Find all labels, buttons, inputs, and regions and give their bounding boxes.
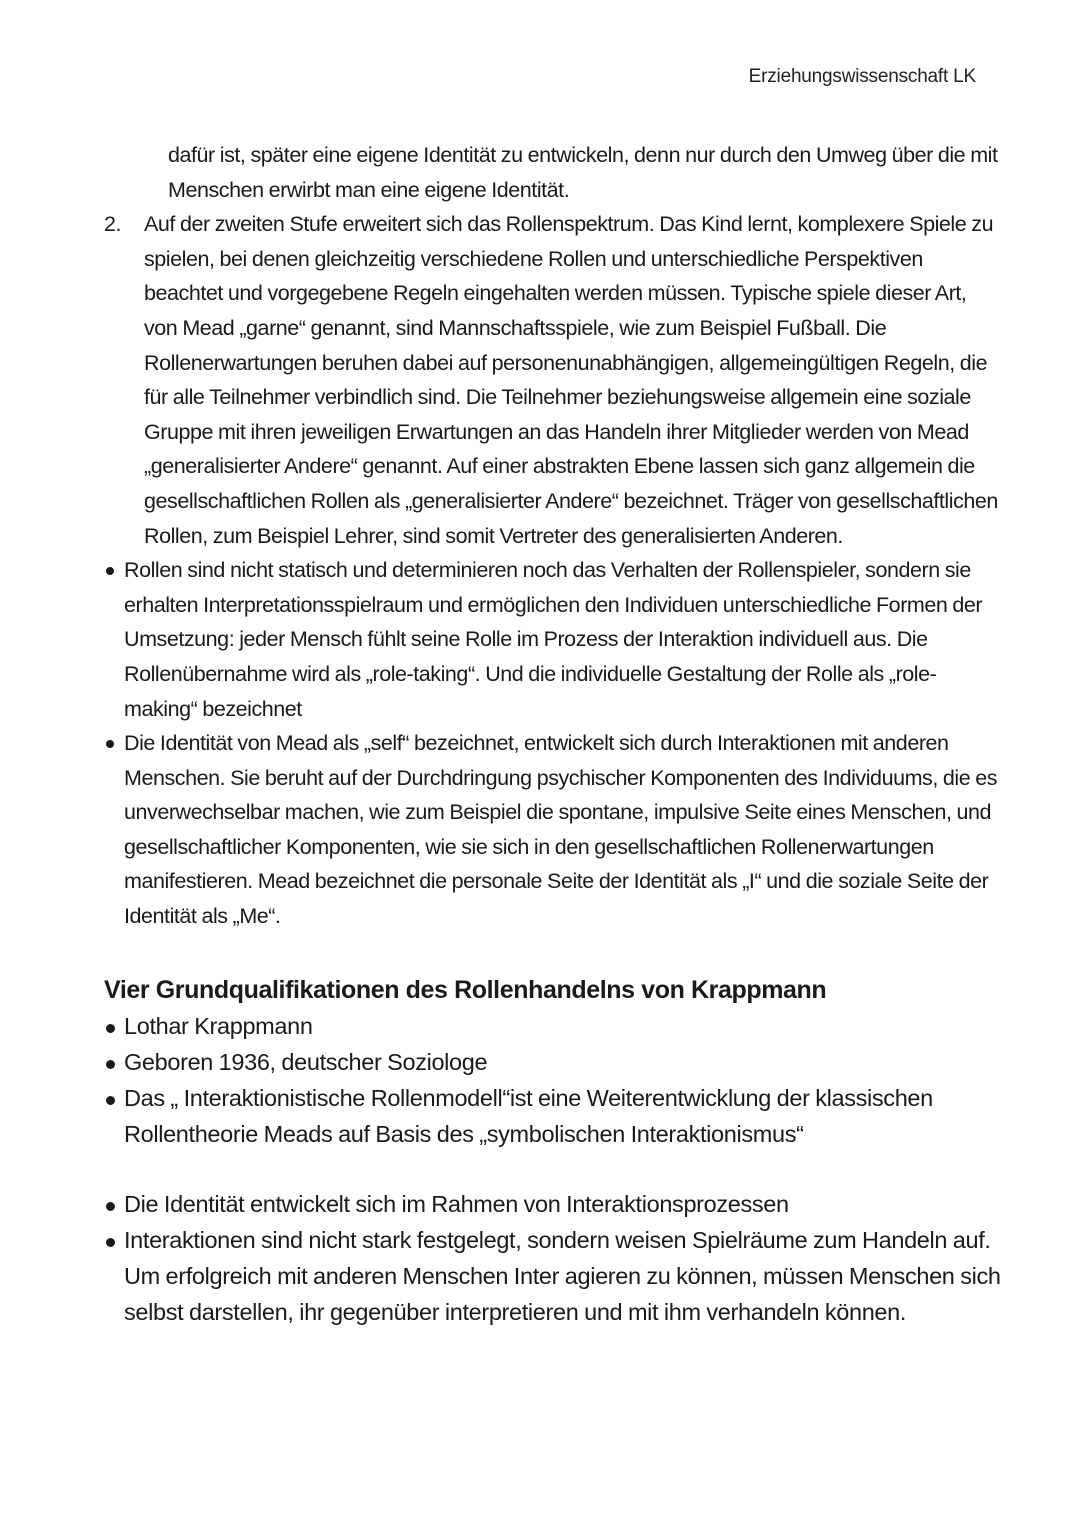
section-heading: Vier Grundqualifikationen des Rollenhandelns von Krappmann bbox=[104, 975, 827, 1004]
continuation-paragraph: dafür ist, später eine eigene Identität zu entwickeln, denn nur durch den Umweg über die mit Menschen erwirbt man eine eigene Identität. bbox=[168, 143, 998, 202]
bullet-interactionist-model: Das „ Interaktionistische Rollenmodell“ist eine Weiterentwicklung der klassischen Rollentheorie Meads auf Basis des „symbolischen Interaktionismus“ bbox=[104, 1080, 1004, 1152]
stage-2-text: Auf der zweiten Stufe erweitert sich das Rollenspektrum. Das Kind lernt, komplexere Spiele zu spielen, bei denen gleichzeitig verschiedene Rollen und unterschiedliche Perspektiven beachtet und vorgegebene Regeln eingehalten werden müssen. Typische spiele dieser Art, von Mead „garne“ genannt, sind Mannschaftsspiele, wie zum Beispiel Fußball. Die Rollenerwartungen beruhen dabei auf personenunabhängigen, allgemeingültigen Regeln, die für alle Teilnehmer verbindlich sind. Die Teilnehmer beziehungsweise allgemein eine soziale Gruppe mit ihren jeweiligen Erwartungen an das Handeln ihrer Mitglieder werden von Mead „generalisierter Andere“ genannt. Auf einer abstrakten Ebene lassen sich ganz allgemein die gesellschaftlichen Rollen als „generalisierter Andere“ bezeichnet. Träger von gesellschaftlichen Rollen, zum Beispiel Lehrer, sind somit Vertreter des generalisierten Anderen. bbox=[144, 212, 998, 548]
numbered-item-stage-2 bbox=[104, 207, 1004, 553]
spacer bbox=[104, 1152, 1004, 1186]
list-number: 2. bbox=[104, 212, 122, 237]
bullet-krappmann-name: Lothar Krappmann bbox=[104, 1008, 1004, 1044]
page-header-subject: Erziehungswissenschaft LK bbox=[748, 66, 976, 87]
bullet-interaction-latitude: Interaktionen sind nicht stark festgelegt, sondern weisen Spielräume zum Handeln auf. Um erfolgreich mit anderen Menschen Inter agieren zu können, müssen Menschen sich selbst darstellen, ihr gegenüber interpretieren und mit ihm verhandeln können. bbox=[104, 1222, 1004, 1330]
document-body bbox=[104, 138, 1004, 1330]
bullet-krappmann-born: Geboren 1936, deutscher Soziologe bbox=[104, 1044, 1004, 1080]
bullet-role-interpretation: Rollen sind nicht statisch und determinieren noch das Verhalten der Rollenspieler, sondern sie erhalten Interpretationsspielraum und ermöglichen den Individuen unterschiedliche Formen der Umsetzung: jeder Mensch fühlt seine Rolle im Prozess der Interaktion individuell aus. Die Rollenübernahme wird als „role-taking“. Und die individuelle Gestaltung der Rolle als „role-making“ bezeichnet bbox=[104, 553, 1004, 726]
bullet-identity-self: Die Identität von Mead als „self“ bezeichnet, entwickelt sich durch Interaktionen mit anderen Menschen. Sie beruht auf der Durchdringung psychischer Komponenten des Individuums, die es unverwechselbar machen, wie zum Beispiel die spontane, impulsive Seite eines Menschen, und gesellschaftlicher Komponenten, wie sie sich in den gesellschaftlichen Rollenerwartungen manifestieren. Mead bezeichnet die personale Seite der Identität als „I“ und die soziale Seite der Identität als „Me“. bbox=[104, 726, 1004, 934]
bullet-identity-development: Die Identität entwickelt sich im Rahmen von Interaktionsprozessen bbox=[104, 1186, 1004, 1222]
